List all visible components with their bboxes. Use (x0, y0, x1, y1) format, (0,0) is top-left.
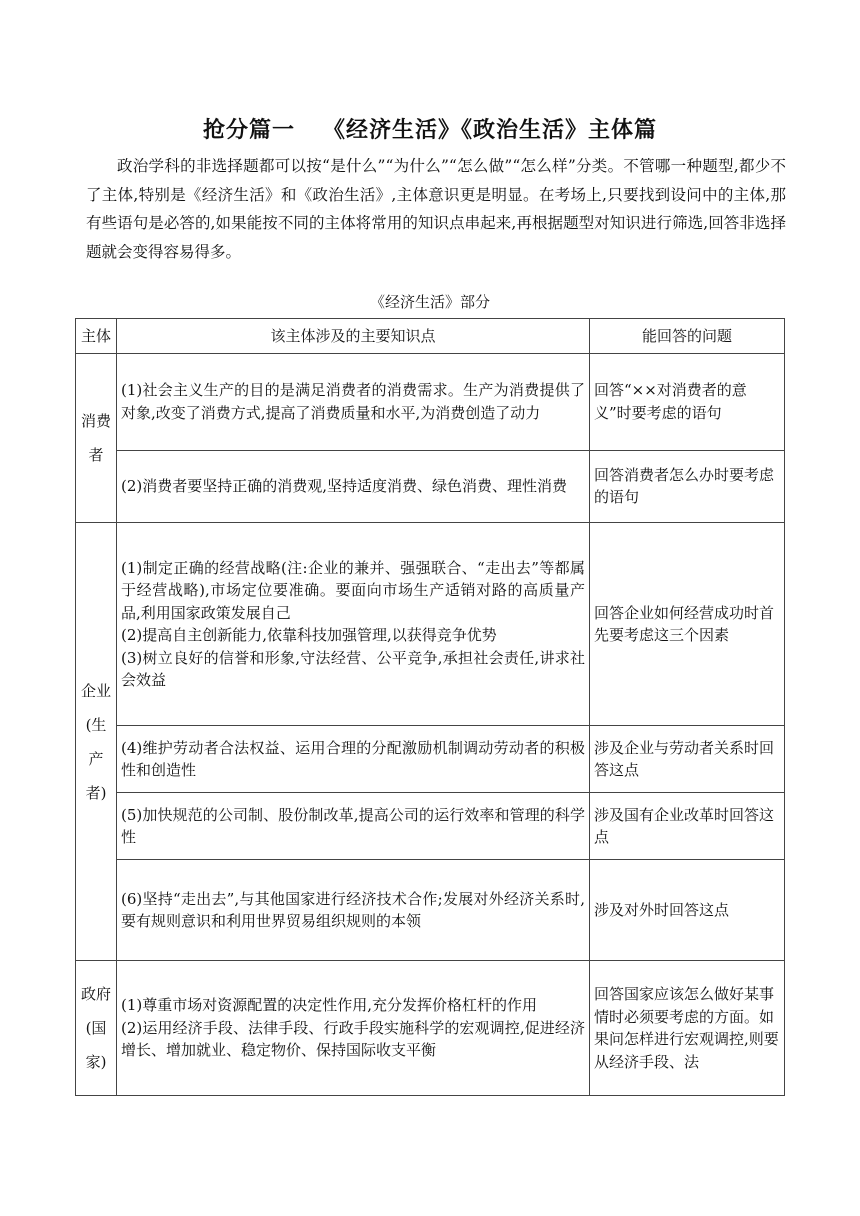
knowledge-item: (2)提高自主创新能力,依靠科技加强管理,以获得竞争优势 (121, 626, 497, 644)
knowledge-item: (2)运用经济手段、法律手段、行政手段实施科学的宏观调控,促进经济增长、增加就业、稳定物价、保持国际收支平衡 (121, 1018, 585, 1060)
subject-government: 政府(国家) (76, 961, 117, 1096)
knowledge-cell (117, 523, 590, 726)
answer-cell: 回答企业如何经营成功时首先要考虑这三个因素 (590, 523, 785, 726)
answer-cell: 涉及企业与劳动者关系时回答这点 (590, 726, 785, 793)
table-caption: 《经济生活》部分 (369, 293, 490, 311)
knowledge-cell (117, 961, 590, 1096)
table-row (76, 523, 785, 726)
knowledge-cell: (4)维护劳动者合法权益、运用合理的分配激励机制调动劳动者的积极性和创造性 (117, 726, 590, 793)
knowledge-item: (1)尊重市场对资源配置的决定性作用,充分发挥价格杠杆的作用 (121, 996, 538, 1015)
title-part2: 《经济生活》《政治生活》主体篇 (323, 118, 658, 143)
knowledge-cell: (1)社会主义生产的目的是满足消费者的消费需求。生产为消费提供了对象,改变了消费方式,提高了消费质量和水平,为消费创造了动力 (117, 354, 590, 451)
knowledge-cell: (6)坚持“走出去”,与其他国家进行经济技术合作;发展对外经济关系时,要有规则意识和利用世界贸易组织规则的本领 (117, 860, 590, 961)
subject-enterprise: 企业(生产者) (76, 523, 117, 961)
table-row (76, 860, 785, 961)
header-answer: 能回答的问题 (590, 319, 785, 354)
answer-cell: 回答“××对消费者的意义”时要考虑的语句 (590, 354, 785, 451)
subject-consumer: 消费者 (76, 354, 117, 523)
table-row (76, 450, 785, 522)
intro-paragraph: 政治学科的非选择题都可以按“是什么”“为什么”“怎么做”“怎么样”分类。不管哪一种题型,都少不了主体,特别是《经济生活》和《政治生活》,主体意识更是明显。在考场上,只要找到设问中的主体,那有些语句是必答的,如果能按不同的主体将常用的知识点串起来,再根据题型对知识进行筛选,回答非选择题就会变得容易得多。 (86, 157, 786, 261)
answer-cell: 回答消费者怎么办时要考虑的语句 (590, 450, 785, 522)
knowledge-cell: (5)加快规范的公司制、股份制改革,提高公司的运行效率和管理的科学性 (117, 793, 590, 860)
header-knowledge: 该主体涉及的主要知识点 (117, 319, 590, 354)
knowledge-cell: (2)消费者要坚持正确的消费观,坚持适度消费、绿色消费、理性消费 (117, 450, 590, 522)
table-row (76, 793, 785, 860)
table-header-row (76, 319, 785, 354)
answer-cell: 涉及国有企业改革时回答这点 (590, 793, 785, 860)
table-row (76, 961, 785, 1096)
title-part1: 抢分篇一 (202, 118, 295, 143)
table-row (76, 354, 785, 451)
knowledge-table (75, 318, 785, 1096)
answer-cell: 涉及对外时回答这点 (590, 860, 785, 961)
header-subject: 主体 (76, 319, 117, 354)
table-row (76, 726, 785, 793)
answer-cell: 回答国家应该怎么做好某事情时必须要考虑的方面。如果问怎样进行宏观调控,则要从经济手段、法 (590, 961, 785, 1096)
knowledge-item: (1)制定正确的经营战略(注:企业的兼并、强强联合、“走出去”等都属于经营战略),市场定位要准确。要面向市场生产适销对路的高质量产品,利用国家政策发展自己 (121, 558, 585, 622)
knowledge-item: (3)树立良好的信誉和形象,守法经营、公平竞争,承担社会责任,讲求社会效益 (121, 648, 585, 689)
page-title (0, 113, 860, 144)
